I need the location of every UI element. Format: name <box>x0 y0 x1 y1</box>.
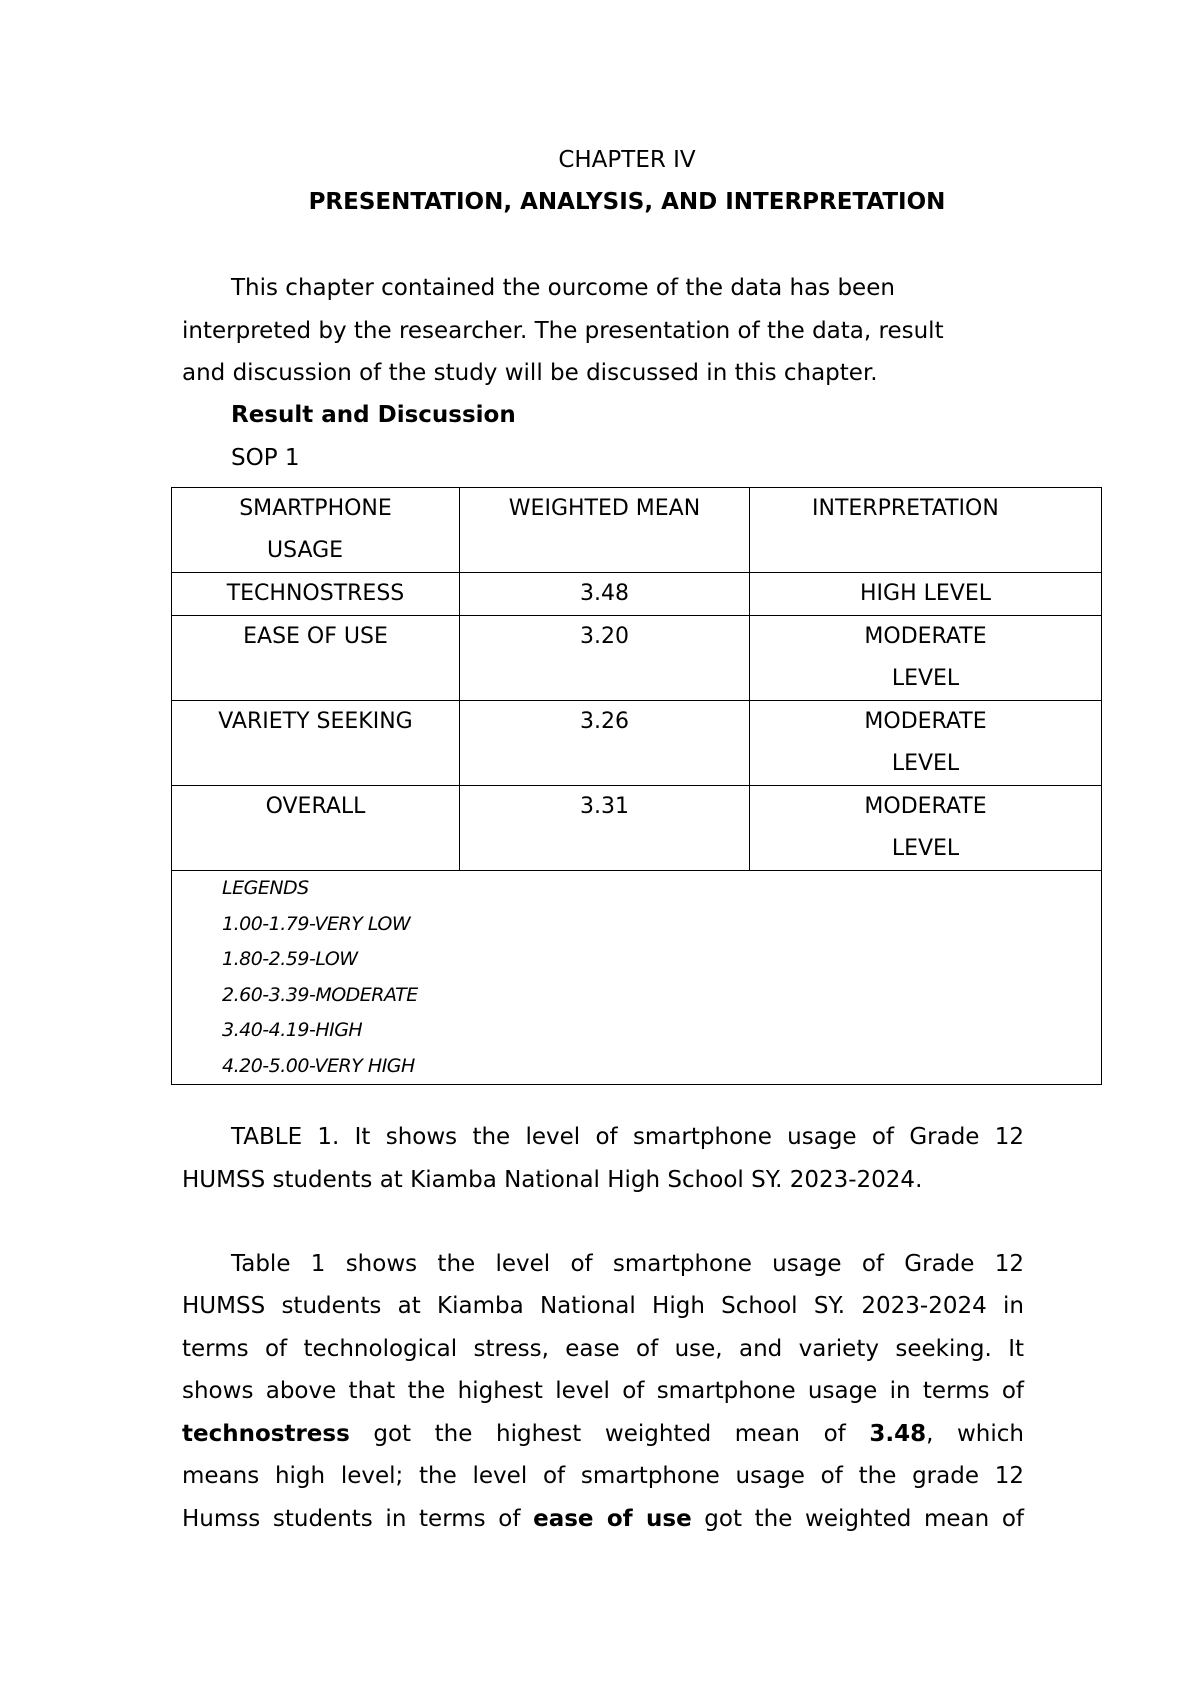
legend-item: 2.60-3.39-MODERATE <box>222 983 418 1006</box>
cell-interpretation <box>750 616 1102 701</box>
discussion-text: got the highest weighted mean of <box>349 1421 870 1447</box>
intro-line-1: This chapter contained the ourcome of the data has been <box>231 275 895 301</box>
discussion-line-7 <box>182 1504 1024 1534</box>
legend-item: 3.40-4.19-HIGH <box>222 1019 363 1041</box>
smartphone-usage-table <box>171 487 1102 1085</box>
cell-mean: 3.48 <box>460 573 750 616</box>
cell-interpretation <box>750 701 1102 786</box>
legend-cell <box>172 871 1102 1085</box>
legend-item: 1.00-1.79-VERY LOW <box>222 912 411 935</box>
interpretation-line1: MODERATE <box>864 794 987 819</box>
cell-interpretation: HIGH LEVEL <box>750 573 1102 616</box>
interpretation-line1: MODERATE <box>864 624 987 649</box>
chapter-title: PRESENTATION, ANALYSIS, AND INTERPRETATION <box>308 189 946 215</box>
value-highlight: 3.48 <box>869 1421 927 1447</box>
interpretation-line2: LEVEL <box>891 666 960 691</box>
cell-mean: 3.26 <box>460 701 750 786</box>
term-ease-of-use: ease of use <box>533 1506 692 1532</box>
discussion-text: , which <box>926 1421 1024 1447</box>
intro-line-2: interpreted by the researcher. The presentation of the data, result <box>182 318 944 344</box>
table-row <box>172 701 1102 786</box>
legend-item: 1.80-2.59-LOW <box>222 948 358 970</box>
table-row <box>172 786 1102 871</box>
discussion-text: got the weighted mean of <box>691 1506 1025 1532</box>
table-row <box>172 573 1102 616</box>
chapter-number: CHAPTER IV <box>558 147 696 173</box>
table-header-row <box>172 488 1102 573</box>
header-usage-line1: SMARTPHONE <box>239 496 392 521</box>
discussion-line-1: Table 1 shows the level of smartphone usage of Grade 12 <box>231 1251 1024 1277</box>
legend-title: LEGENDS <box>222 877 309 899</box>
discussion-text: Humss students in terms of <box>182 1506 534 1532</box>
term-technostress: technostress <box>182 1421 350 1447</box>
legend-row <box>172 871 1102 1085</box>
intro-line-3: and discussion of the study will be discussed in this chapter. <box>182 360 878 386</box>
header-usage <box>172 488 460 573</box>
cell-usage: OVERALL <box>172 786 460 871</box>
cell-usage: EASE OF USE <box>172 616 460 701</box>
section-heading: Result and Discussion <box>231 402 516 428</box>
caption-line-1: TABLE 1. It shows the level of smartphone usage of Grade 12 <box>231 1124 1024 1150</box>
legend-item: 4.20-5.00-VERY HIGH <box>222 1054 415 1077</box>
table-row <box>172 616 1102 701</box>
header-weighted-mean: WEIGHTED MEAN <box>460 488 750 573</box>
interpretation-line2: LEVEL <box>891 836 960 861</box>
caption-line-2: HUMSS students at Kiamba National High School SY. 2023-2024. <box>182 1167 923 1193</box>
discussion-line-5 <box>182 1419 1024 1449</box>
interpretation-line1: MODERATE <box>864 709 987 734</box>
discussion-line-4: shows above that the highest level of smartphone usage in terms of <box>182 1378 1024 1404</box>
cell-mean: 3.31 <box>460 786 750 871</box>
cell-mean: 3.20 <box>460 616 750 701</box>
interpretation-line2: LEVEL <box>891 751 960 776</box>
discussion-line-2: HUMSS students at Kiamba National High School SY. 2023-2024 in <box>182 1293 1024 1319</box>
discussion-line-3: terms of technological stress, ease of use, and variety seeking. It <box>182 1336 1024 1362</box>
header-usage-line2: USAGE <box>267 538 344 563</box>
sop-label: SOP 1 <box>231 445 300 471</box>
discussion-line-6: means high level; the level of smartphone usage of the grade 12 <box>182 1463 1024 1489</box>
header-interpretation: INTERPRETATION <box>750 488 1102 573</box>
cell-usage: TECHNOSTRESS <box>172 573 460 616</box>
cell-usage: VARIETY SEEKING <box>172 701 460 786</box>
cell-interpretation <box>750 786 1102 871</box>
